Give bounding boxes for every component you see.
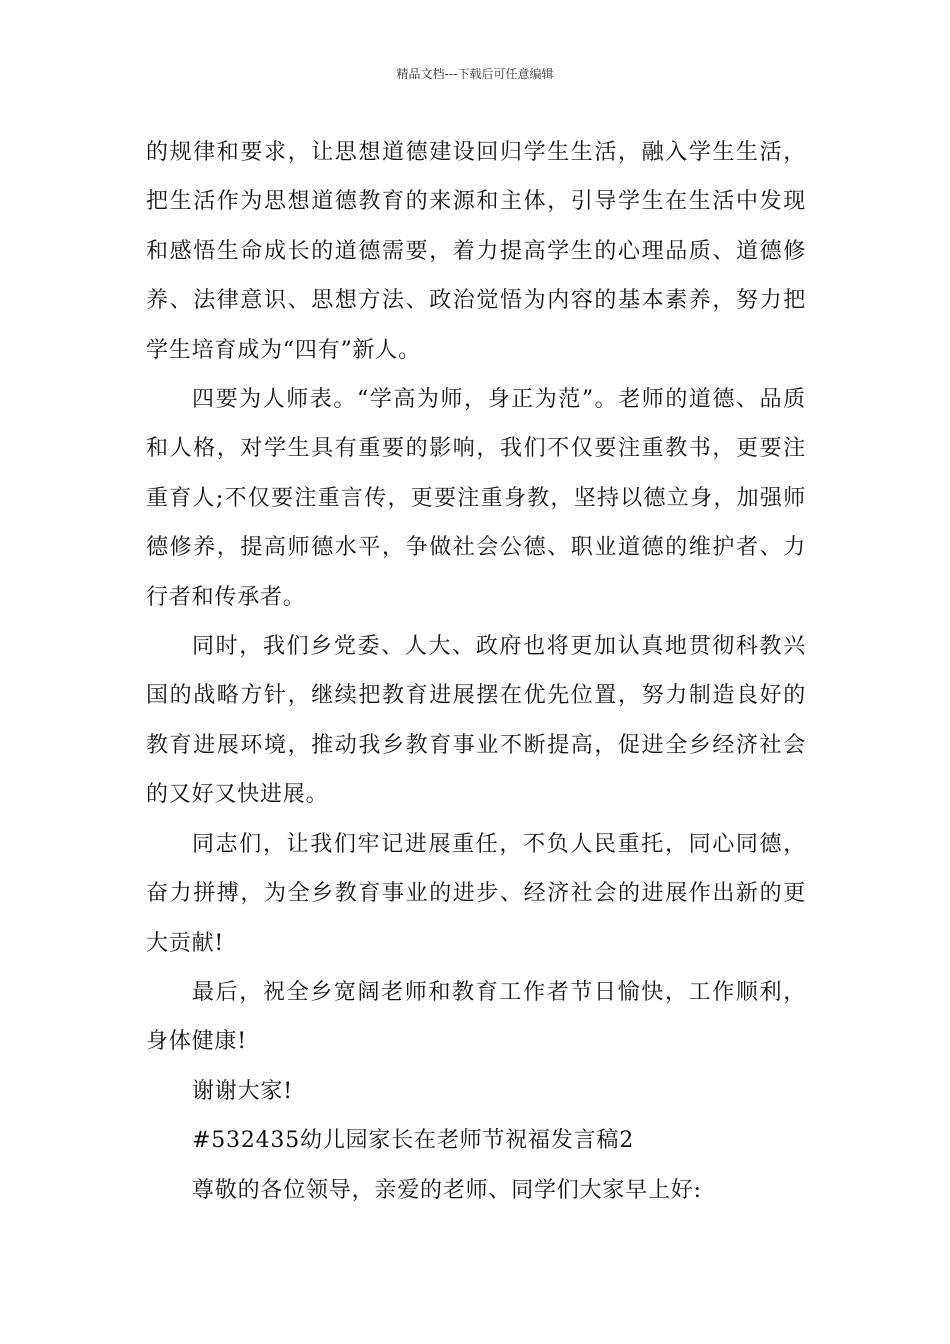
- paragraph-wishes: 最后，祝全乡宽阔老师和教育工作者节日愉快，工作顺利，身体健康!: [146, 979, 806, 1055]
- paragraph-call-to-action: 同志们，让我们牢记进展重任，不负人民重托，同心同德，奋力拼搏，为全乡教育事业的进步、经济社会的进展作出新的更大贡献!: [146, 831, 806, 956]
- paragraph-role-model: 四要为人师表。“学高为师，身正为范”。老师的道德、品质和人格，对学生具有重要的影响，我们不仅要注重教书，更要注重育人;不仅要注重言传，更要注重身教，坚持以德立身，加强师德修养，提高师德水平，争做社会公德、职业道德的维护者、力行者和传承者。: [146, 387, 806, 610]
- paragraph-greeting: 尊敬的各位领导，亲爱的老师、同学们大家早上好:: [192, 1177, 702, 1203]
- paragraph-continuation: 的规律和要求，让思想道德建设回归学生生活，融入学生生活，把生活作为思想道德教育的来源和主体，引导学生在生活中发现和感悟生命成长的道德需要，着力提高学生的心理品质、道德修养、法律意识、思想方法、政治觉悟为内容的基本素养，努力把学生培育成为“四有”新人。: [146, 140, 806, 363]
- page-header: 精品文档---下载后可任意编辑: [396, 67, 554, 81]
- paragraph-government-commitment: 同时，我们乡党委、人大、政府也将更加认真地贯彻科教兴国的战略方针，继续把教育进展摆在优先位置，努力制造良好的教育进展环境，推动我乡教育事业不断提高，促进全乡经济社会的又好又快进展。: [146, 634, 806, 808]
- document-body: [146, 128, 806, 1215]
- paragraph-thanks: 谢谢大家!: [192, 1078, 293, 1104]
- section-title: #532435幼儿园家长在老师节祝福发言稿2: [192, 1128, 635, 1154]
